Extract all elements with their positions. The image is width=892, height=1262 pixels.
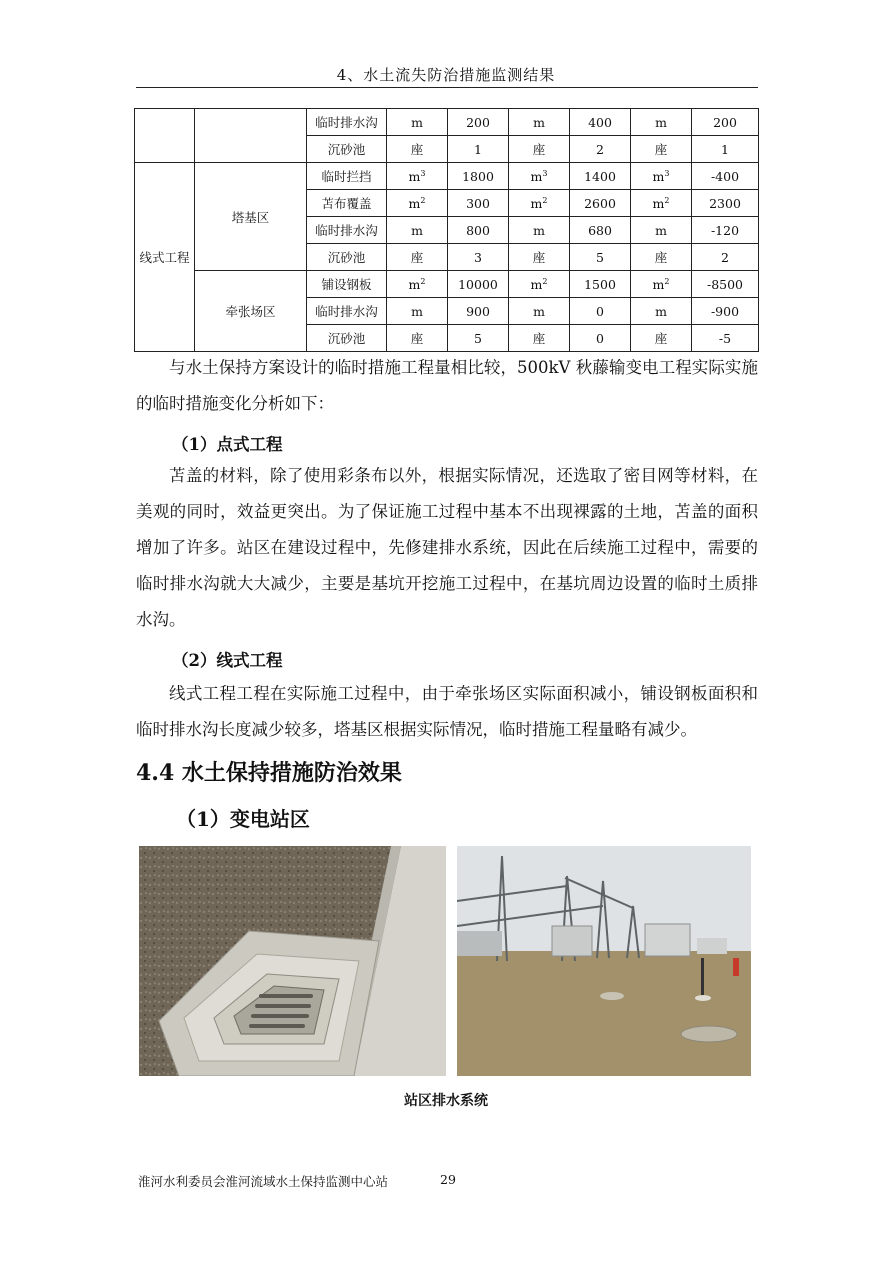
unit-cell: 座 [631, 244, 692, 271]
section-heading: 4.4 水土保持措施防治效果 [136, 760, 402, 786]
unit-cell: $m^2$ [509, 271, 570, 298]
value-cell: 2 [570, 136, 631, 163]
measure-cell: 沉砂池 [307, 136, 387, 163]
value-cell: 2300 [692, 190, 759, 217]
value-cell: 2600 [570, 190, 631, 217]
value-cell: 680 [570, 217, 631, 244]
drain-grate-photo [139, 846, 446, 1076]
unit-cell: m [631, 217, 692, 244]
value-cell: 5 [570, 244, 631, 271]
unit-cell: 座 [387, 244, 448, 271]
value-cell: 1800 [448, 163, 509, 190]
value-cell: 10000 [448, 271, 509, 298]
unit-cell: $m^2$ [631, 190, 692, 217]
unit-cell: m [387, 217, 448, 244]
value-cell: 3 [448, 244, 509, 271]
measure-cell: 临时排水沟 [307, 217, 387, 244]
group-cell [135, 109, 195, 163]
unit-cell: m [387, 109, 448, 136]
measures-table [134, 108, 759, 352]
unit-cell: m [509, 109, 570, 136]
value-cell: -400 [692, 163, 759, 190]
unit-cell: m [631, 298, 692, 325]
value-cell: 5 [448, 325, 509, 352]
value-cell: -8500 [692, 271, 759, 298]
heading-point-works: （1）点式工程 [172, 435, 283, 454]
measure-cell: 临时排水沟 [307, 298, 387, 325]
value-cell: 200 [692, 109, 759, 136]
unit-cell: m [387, 298, 448, 325]
unit-cell: 座 [509, 244, 570, 271]
value-cell: 1 [692, 136, 759, 163]
unit-cell: $m^2$ [387, 190, 448, 217]
unit-cell: m [631, 109, 692, 136]
area-cell [195, 109, 307, 163]
table-row [135, 163, 759, 190]
value-cell: -120 [692, 217, 759, 244]
unit-cell: $m^2$ [509, 190, 570, 217]
measure-cell: 沉砂池 [307, 325, 387, 352]
paragraph-point-works: 苫盖的材料，除了使用彩条布以外，根据实际情况，还选取了密目网等材料，在美观的同时，效益更突出。为了保证施工过程中基本不出现裸露的土地，苫盖的面积增加了许多。站区在建设过程中，先修建排水系统，因此在后续施工过程中，需要的临时排水沟就大大减少，主要是基坑开挖施工过程中，在基坑周边设置的临时土质排水沟。 [136, 466, 758, 629]
heading-line-works: （2）线式工程 [172, 651, 283, 670]
unit-cell: m [509, 298, 570, 325]
unit-cell: 座 [631, 325, 692, 352]
substation-yard-photo [457, 846, 751, 1076]
value-cell: 0 [570, 325, 631, 352]
value-cell: 2 [692, 244, 759, 271]
value-cell: 800 [448, 217, 509, 244]
unit-cell: 座 [387, 325, 448, 352]
value-cell: 1500 [570, 271, 631, 298]
value-cell: 300 [448, 190, 509, 217]
footer-org: 淮河水利委员会淮河流域水土保持监测中心站 [138, 1174, 389, 1189]
measure-cell: 苫布覆盖 [307, 190, 387, 217]
measure-cell: 铺设钢板 [307, 271, 387, 298]
value-cell: -900 [692, 298, 759, 325]
unit-cell: m [509, 217, 570, 244]
value-cell: 1400 [570, 163, 631, 190]
value-cell: 0 [570, 298, 631, 325]
measure-cell: 沉砂池 [307, 244, 387, 271]
unit-cell: 座 [509, 325, 570, 352]
value-cell: 400 [570, 109, 631, 136]
page-number: 29 [440, 1172, 456, 1187]
value-cell: 1 [448, 136, 509, 163]
photo-caption: 站区排水系统 [404, 1093, 488, 1109]
unit-cell: $m^2$ [387, 271, 448, 298]
header-rule [136, 87, 758, 88]
measure-cell: 临时排水沟 [307, 109, 387, 136]
unit-cell: $m^3$ [387, 163, 448, 190]
intro-paragraph: 与水土保持方案设计的临时措施工程量相比较，500kV 秋藤输变电工程实际实施的临时措施变化分析如下： [136, 358, 758, 413]
unit-cell: 座 [509, 136, 570, 163]
unit-cell: $m^3$ [631, 163, 692, 190]
group-cell: 线式工程 [135, 163, 195, 352]
page-header: 4、水土流失防治措施监测结果 [336, 66, 556, 84]
value-cell: -5 [692, 325, 759, 352]
value-cell: 900 [448, 298, 509, 325]
paragraph-line-works: 线式工程工程在实际施工过程中，由于牵张场区实际面积减小，铺设钢板面积和临时排水沟长度减少较多，塔基区根据实际情况，临时措施工程量略有减少。 [136, 684, 758, 739]
unit-cell: $m^2$ [631, 271, 692, 298]
table-row [135, 109, 759, 136]
unit-cell: 座 [631, 136, 692, 163]
area-cell: 塔基区 [195, 163, 307, 271]
value-cell: 200 [448, 109, 509, 136]
measure-cell: 临时拦挡 [307, 163, 387, 190]
area-cell: 牵张场区 [195, 271, 307, 352]
unit-cell: $m^3$ [509, 163, 570, 190]
table-row [135, 271, 759, 298]
subsection-heading: （1）变电站区 [176, 807, 310, 831]
unit-cell: 座 [387, 136, 448, 163]
